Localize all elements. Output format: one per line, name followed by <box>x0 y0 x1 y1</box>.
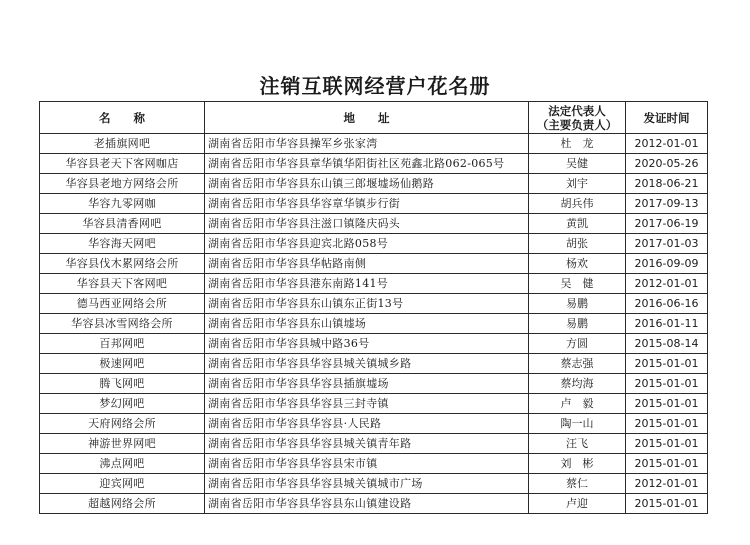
cell-issue-date: 2015-08-14 <box>626 334 708 354</box>
cell-name: 华容县老天下客网咖店 <box>40 154 205 174</box>
cell-representative: 黄凯 <box>529 214 626 234</box>
cell-issue-date: 2018-06-21 <box>626 174 708 194</box>
table-body <box>40 134 708 514</box>
cell-address: 湖南省岳阳市华容县港东南路141号 <box>205 274 529 294</box>
cell-address: 湖南省岳阳市华容县城中路36号 <box>205 334 529 354</box>
cell-address: 湖南省岳阳市华容县华容县城关镇城市广场 <box>205 474 529 494</box>
cell-name: 华容县老地方网络会所 <box>40 174 205 194</box>
cell-name: 华容县冰雪网络会所 <box>40 314 205 334</box>
table-header-row <box>40 102 708 134</box>
cell-address: 湖南省岳阳市华容县章华镇华阳街社区苑鑫北路062-065号 <box>205 154 529 174</box>
cell-address: 湖南省岳阳市华容县东山镇墟场 <box>205 314 529 334</box>
table-row <box>40 374 708 394</box>
cell-address: 湖南省岳阳市华容县华容县三封寺镇 <box>205 394 529 414</box>
cell-issue-date: 2015-01-01 <box>626 394 708 414</box>
cell-representative: 易鹏 <box>529 294 626 314</box>
table-row <box>40 414 708 434</box>
header-rep-line1: 法定代表人 <box>548 103 606 118</box>
cell-name: 华容县清香网吧 <box>40 214 205 234</box>
cell-address: 湖南省岳阳市华容县注滋口镇隆庆码头 <box>205 214 529 234</box>
header-name: 名 称 <box>40 102 205 134</box>
cell-address: 湖南省岳阳市华容县华帖路南侧 <box>205 254 529 274</box>
table-row <box>40 214 708 234</box>
cell-name: 老插旗网吧 <box>40 134 205 154</box>
cell-name: 华容县伐木累网络会所 <box>40 254 205 274</box>
cell-name: 沸点网吧 <box>40 454 205 474</box>
table-row <box>40 314 708 334</box>
table-row <box>40 254 708 274</box>
cell-issue-date: 2016-01-11 <box>626 314 708 334</box>
cell-issue-date: 2016-06-16 <box>626 294 708 314</box>
cell-issue-date: 2015-01-01 <box>626 494 708 514</box>
cell-issue-date: 2017-09-13 <box>626 194 708 214</box>
cell-issue-date: 2015-01-01 <box>626 454 708 474</box>
cell-name: 华容县天下客网吧 <box>40 274 205 294</box>
cell-name: 迎宾网吧 <box>40 474 205 494</box>
cell-issue-date: 2017-06-19 <box>626 214 708 234</box>
cell-representative: 蔡志强 <box>529 354 626 374</box>
cell-representative: 吴健 <box>529 154 626 174</box>
cell-address: 湖南省岳阳市华容县华容县东山镇建设路 <box>205 494 529 514</box>
cell-issue-date: 2012-01-01 <box>626 474 708 494</box>
cell-address: 湖南省岳阳市华容县华容县宋市镇 <box>205 454 529 474</box>
cell-name: 超越网络会所 <box>40 494 205 514</box>
cell-representative: 卢迎 <box>529 494 626 514</box>
cell-representative: 卢 毅 <box>529 394 626 414</box>
cell-representative: 陶一山 <box>529 414 626 434</box>
cell-issue-date: 2012-01-01 <box>626 274 708 294</box>
registry-table <box>39 101 708 514</box>
cell-address: 湖南省岳阳市华容县操军乡张家湾 <box>205 134 529 154</box>
table-row <box>40 474 708 494</box>
table-row <box>40 194 708 214</box>
cell-representative: 方圆 <box>529 334 626 354</box>
cell-address: 湖南省岳阳市华容县东山镇东正街13号 <box>205 294 529 314</box>
cell-address: 湖南省岳阳市华容县东山镇三郎堰墟场仙鹅路 <box>205 174 529 194</box>
header-date: 发证时间 <box>626 102 708 134</box>
table-row <box>40 394 708 414</box>
table-row <box>40 334 708 354</box>
table-row <box>40 494 708 514</box>
table-row <box>40 274 708 294</box>
cell-representative: 杨欢 <box>529 254 626 274</box>
cell-representative: 刘宇 <box>529 174 626 194</box>
cell-name: 华容九零网咖 <box>40 194 205 214</box>
document-title: 注销互联网经营户花名册 <box>259 74 491 98</box>
table-row <box>40 294 708 314</box>
cell-representative: 汪飞 <box>529 434 626 454</box>
cell-representative: 蔡仁 <box>529 474 626 494</box>
header-rep-line2: （主要负责人） <box>536 117 618 132</box>
cell-address: 湖南省岳阳市华容县华容县插旗墟场 <box>205 374 529 394</box>
table-row <box>40 354 708 374</box>
cell-representative: 胡张 <box>529 234 626 254</box>
cell-address: 湖南省岳阳市华容县华容县城关镇青年路 <box>205 434 529 454</box>
table-row <box>40 234 708 254</box>
cell-issue-date: 2015-01-01 <box>626 434 708 454</box>
cell-issue-date: 2017-01-03 <box>626 234 708 254</box>
cell-representative: 杜 龙 <box>529 134 626 154</box>
cell-address: 湖南省岳阳市华容县华容章华镇步行街 <box>205 194 529 214</box>
cell-issue-date: 2015-01-01 <box>626 354 708 374</box>
cell-representative: 蔡均海 <box>529 374 626 394</box>
cell-representative: 刘 彬 <box>529 454 626 474</box>
cell-issue-date: 2012-01-01 <box>626 134 708 154</box>
cell-name: 百邦网吧 <box>40 334 205 354</box>
cell-issue-date: 2020-05-26 <box>626 154 708 174</box>
cell-address: 湖南省岳阳市华容县华容县城关镇城乡路 <box>205 354 529 374</box>
cell-representative: 易鹏 <box>529 314 626 334</box>
cell-issue-date: 2015-01-01 <box>626 414 708 434</box>
cell-name: 神游世界网吧 <box>40 434 205 454</box>
table-row <box>40 174 708 194</box>
table-row <box>40 454 708 474</box>
cell-name: 腾飞网吧 <box>40 374 205 394</box>
cell-representative: 胡兵伟 <box>529 194 626 214</box>
cell-representative: 吴 健 <box>529 274 626 294</box>
cell-issue-date: 2016-09-09 <box>626 254 708 274</box>
table-row <box>40 434 708 454</box>
cell-name: 德马西亚网络会所 <box>40 294 205 314</box>
cell-name: 华容海天网吧 <box>40 234 205 254</box>
header-representative <box>529 102 626 134</box>
cell-address: 湖南省岳阳市华容县迎宾北路058号 <box>205 234 529 254</box>
table-row <box>40 154 708 174</box>
cell-name: 极速网吧 <box>40 354 205 374</box>
cell-issue-date: 2015-01-01 <box>626 374 708 394</box>
header-address: 地 址 <box>205 102 529 134</box>
table-row <box>40 134 708 154</box>
cell-address: 湖南省岳阳市华容县华容县·人民路 <box>205 414 529 434</box>
cell-name: 梦幻网吧 <box>40 394 205 414</box>
cell-name: 天府网络会所 <box>40 414 205 434</box>
